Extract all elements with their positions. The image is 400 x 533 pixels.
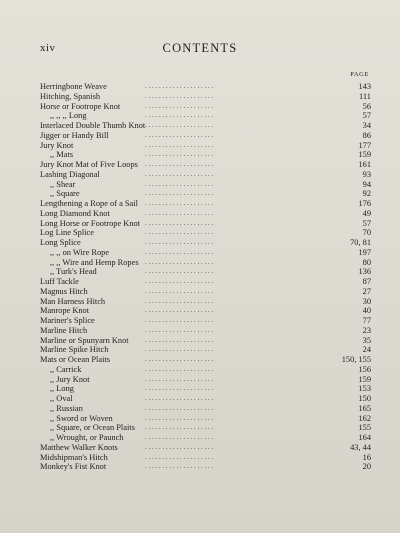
contents-entry [40, 404, 371, 414]
entry-title: Mats or Ocean Plaits [40, 355, 111, 364]
entry-title: Manrope Knot [40, 306, 90, 316]
contents-entry [40, 238, 371, 248]
entry-title: Jury Knot Mat of Five Loops [40, 160, 138, 169]
entry-title: Marline or Spunyarn Knot [40, 335, 129, 345]
entry-page-number: 30 [362, 296, 371, 306]
entry-page-number: 156 [358, 364, 371, 374]
leader-dots: . . . . . . . . . . . . . . . . . . . . [145, 189, 214, 198]
entry-page-number: 77 [362, 316, 371, 325]
entry-page-number: 87 [362, 277, 371, 286]
contents-entry [40, 326, 371, 336]
entry-title: Herringbone Weave [40, 82, 107, 91]
entry-title: ,, Turk's Head [50, 267, 97, 277]
entry-title: ,, Wrought, or Paunch [50, 433, 124, 442]
entry-page-number: 155 [358, 423, 371, 433]
leader-dots: . . . . . . . . . . . . . . . . . . . . [145, 355, 214, 363]
contents-entry [40, 394, 371, 404]
entry-page-number: 24 [362, 345, 371, 355]
entry-title: ,, Sword or Woven [50, 413, 113, 423]
entry-title: Interlaced Double Thumb Knot [40, 121, 146, 130]
entry-page-number: 35 [362, 335, 371, 345]
contents-entry [40, 433, 371, 443]
page-column-header: PAGE [350, 71, 369, 78]
page-title: CONTENTS [162, 41, 238, 55]
contents-entry [40, 443, 371, 453]
entry-page-number: 143 [358, 82, 371, 91]
leader-dots: . . . . . . . . . . . . . . . . . . . . [145, 452, 214, 461]
entry-page-number: 94 [362, 179, 371, 189]
leader-dots: . . . . . . . . . . . . . . . . . . . . [145, 462, 214, 471]
contents-entry [40, 277, 371, 287]
entry-title: Midshipman's Hitch [40, 452, 108, 462]
entry-title: Matthew Walker Knots [40, 442, 118, 452]
entry-page-number: 43, 44 [350, 442, 371, 452]
entry-page-number: 159 [358, 374, 371, 384]
entry-page-number: 165 [358, 403, 371, 413]
entry-page-number: 57 [362, 111, 371, 121]
entry-page-number: 162 [358, 413, 371, 423]
leader-dots: . . . . . . . . . . . . . . . . . . . . [145, 277, 214, 285]
entry-page-number: 70, 81 [350, 238, 371, 247]
leader-dots: . . . . . . . . . . . . . . . . . . . . [145, 286, 214, 295]
leader-dots: . . . . . . . . . . . . . . . . . . . . [145, 413, 214, 422]
contents-entry [40, 209, 371, 219]
leader-dots: . . . . . . . . . . . . . . . . . . . . [145, 160, 214, 168]
entry-title: Monkey's Fist Knot [40, 462, 107, 472]
entry-page-number: 159 [358, 150, 371, 160]
contents-entry [40, 111, 371, 121]
leader-dots: . . . . . . . . . . . . . . . . . . . . [145, 101, 214, 110]
entry-title: Long Horse or Footrope Knot [40, 218, 141, 228]
entry-title: Marline Spike Hitch [40, 345, 109, 355]
entry-page-number: 80 [362, 257, 371, 267]
contents-entry [40, 462, 371, 472]
leader-dots: . . . . . . . . . . . . . . . . . . . . [145, 218, 214, 227]
entry-title: Long Diamond Knot [40, 208, 110, 218]
leader-dots: . . . . . . . . . . . . . . . . . . . . [145, 267, 214, 276]
entry-page-number: 111 [359, 91, 371, 101]
contents-entry [40, 258, 371, 268]
leader-dots: . . . . . . . . . . . . . . . . . . . . [145, 316, 214, 324]
contents-entry [40, 131, 371, 141]
entry-title: Lashing Diagonal [40, 169, 100, 179]
leader-dots: . . . . . . . . . . . . . . . . . . . . [145, 345, 214, 354]
page-number-roman: xiv [40, 42, 56, 54]
entry-page-number: 176 [358, 199, 371, 208]
entry-title: Hitching, Spanish [40, 91, 101, 101]
contents-entry [40, 92, 371, 102]
contents-entry [40, 228, 371, 238]
entry-page-number: 161 [358, 160, 371, 169]
contents-entry [40, 150, 371, 160]
contents-entry [40, 267, 371, 277]
leader-dots: . . . . . . . . . . . . . . . . . . . . [145, 140, 214, 149]
entry-title: ,, Carrick [50, 364, 82, 374]
contents-list [40, 82, 371, 472]
entry-page-number: 92 [362, 189, 371, 199]
entry-page-number: 49 [362, 208, 371, 218]
entry-page-number: 86 [362, 130, 371, 140]
leader-dots: . . . . . . . . . . . . . . . . . . . . [145, 179, 214, 188]
contents-entry [40, 423, 371, 433]
entry-title: Horse or Footrope Knot [40, 101, 121, 111]
entry-page-number: 57 [362, 218, 371, 228]
entry-title: Jury Knot [40, 140, 74, 150]
entry-title: ,, ,, on Wire Rope [50, 247, 110, 257]
leader-dots: . . . . . . . . . . . . . . . . . . . . [145, 364, 214, 373]
entry-title: ,, Square [50, 189, 80, 199]
entry-title: ,, Shear [50, 179, 76, 189]
entry-page-number: 197 [358, 247, 371, 257]
leader-dots: . . . . . . . . . . . . . . . . . . . . [145, 121, 214, 129]
contents-entry [40, 297, 371, 307]
entry-page-number: 150, 155 [341, 355, 371, 364]
entry-page-number: 153 [358, 384, 371, 394]
leader-dots: . . . . . . . . . . . . . . . . . . . . [145, 306, 214, 315]
contents-entry [40, 453, 371, 463]
entry-title: ,, Russian [50, 403, 83, 413]
leader-dots: . . . . . . . . . . . . . . . . . . . . [145, 335, 214, 344]
entry-title: ,, Oval [50, 394, 73, 403]
leader-dots: . . . . . . . . . . . . . . . . . . . . [145, 91, 214, 100]
entry-page-number: 27 [362, 286, 371, 296]
entry-title: Lengthening a Rope of a Sail [40, 199, 138, 208]
entry-title: Man Harness Hitch [40, 296, 106, 306]
contents-entry [40, 375, 371, 385]
contents-entry [40, 219, 371, 229]
leader-dots: . . . . . . . . . . . . . . . . . . . . [145, 442, 214, 451]
leader-dots: . . . . . . . . . . . . . . . . . . . . [145, 228, 214, 237]
leader-dots: . . . . . . . . . . . . . . . . . . . . [145, 208, 214, 217]
leader-dots: . . . . . . . . . . . . . . . . . . . . [145, 394, 214, 402]
contents-entry [40, 102, 371, 112]
leader-dots: . . . . . . . . . . . . . . . . . . . . [145, 257, 214, 266]
leader-dots: . . . . . . . . . . . . . . . . . . . . [145, 130, 214, 139]
leader-dots: . . . . . . . . . . . . . . . . . . . . [145, 82, 214, 90]
contents-entry [40, 248, 371, 258]
leader-dots: . . . . . . . . . . . . . . . . . . . . [145, 384, 214, 393]
entry-title: ,, ,, Wire and Hemp Ropes [50, 257, 139, 267]
contents-entry [40, 365, 371, 375]
contents-entry [40, 199, 371, 209]
leader-dots: . . . . . . . . . . . . . . . . . . . . [145, 296, 214, 305]
entry-title: Magnus Hitch [40, 286, 88, 296]
entry-title: Log Line Splice [40, 228, 94, 238]
contents-entry [40, 414, 371, 424]
entry-page-number: 164 [358, 433, 371, 442]
leader-dots: . . . . . . . . . . . . . . . . . . . . [145, 238, 214, 246]
leader-dots: . . . . . . . . . . . . . . . . . . . . [145, 403, 214, 412]
leader-dots: . . . . . . . . . . . . . . . . . . . . [145, 374, 214, 383]
entry-page-number: 70 [362, 228, 371, 238]
contents-entry [40, 180, 371, 190]
leader-dots: . . . . . . . . . . . . . . . . . . . . [145, 423, 214, 432]
contents-entry [40, 345, 371, 355]
entry-page-number: 23 [362, 325, 371, 335]
entry-title: ,, Long [50, 384, 74, 394]
entry-title: ,, Square, or Ocean Plaits [50, 423, 135, 433]
leader-dots: . . . . . . . . . . . . . . . . . . . . [145, 247, 214, 256]
entry-title: Jigger or Handy Bill [40, 130, 109, 140]
entry-title: Marline Hitch [40, 325, 88, 335]
entry-title: Long Splice [40, 238, 81, 247]
contents-entry [40, 287, 371, 297]
leader-dots: . . . . . . . . . . . . . . . . . . . . [145, 433, 214, 441]
entry-title: Mariner's Splice [40, 316, 95, 325]
leader-dots: . . . . . . . . . . . . . . . . . . . . [145, 111, 214, 120]
contents-entry [40, 121, 371, 131]
contents-entry [40, 170, 371, 180]
entry-page-number: 34 [362, 121, 371, 130]
leader-dots: . . . . . . . . . . . . . . . . . . . . [145, 169, 214, 178]
contents-entry [40, 316, 371, 326]
contents-entry [40, 336, 371, 346]
entry-title: ,, Mats [50, 150, 74, 160]
entry-title: Luff Tackle [40, 277, 79, 286]
contents-entry [40, 82, 371, 92]
contents-entry [40, 384, 371, 394]
entry-title: ,, ,, ,, Long [50, 111, 87, 121]
contents-entry [40, 355, 371, 365]
entry-page-number: 20 [362, 462, 371, 472]
leader-dots: . . . . . . . . . . . . . . . . . . . . [145, 150, 214, 159]
entry-page-number: 16 [362, 452, 371, 462]
leader-dots: . . . . . . . . . . . . . . . . . . . . [145, 325, 214, 334]
entry-title: ,, Jury Knot [50, 374, 90, 384]
contents-entry [40, 141, 371, 151]
entry-page-number: 56 [362, 101, 371, 111]
leader-dots: . . . . . . . . . . . . . . . . . . . . [145, 199, 214, 207]
entry-page-number: 177 [358, 140, 371, 150]
contents-entry [40, 160, 371, 170]
entry-page-number: 93 [362, 169, 371, 179]
entry-page-number: 136 [358, 267, 371, 277]
contents-entry [40, 306, 371, 316]
entry-page-number: 150 [358, 394, 371, 403]
entry-page-number: 40 [362, 306, 371, 316]
contents-entry [40, 189, 371, 199]
